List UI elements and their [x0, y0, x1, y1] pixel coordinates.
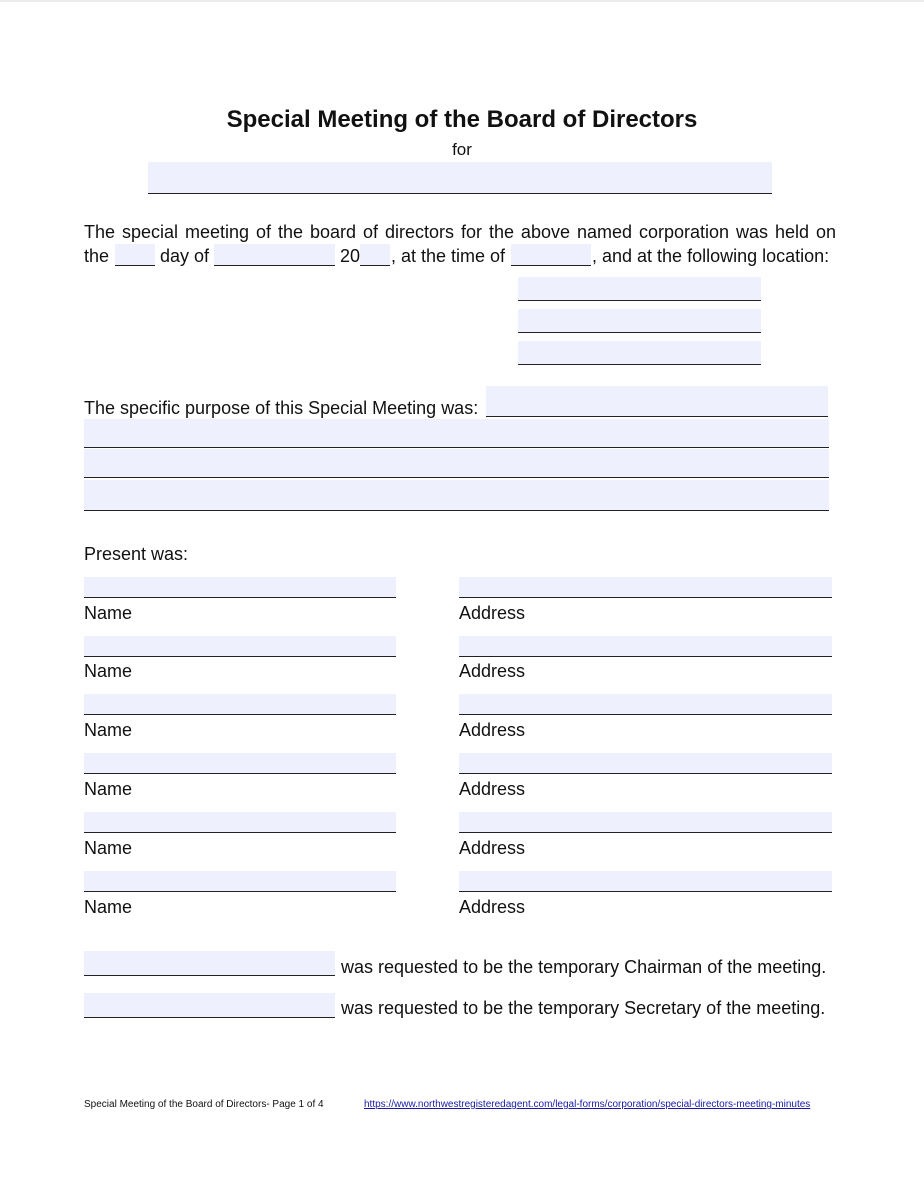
address-label: Address: [459, 897, 526, 917]
purpose-label: The specific purpose of this Special Meeting was:: [84, 398, 479, 418]
name-label: Name: [84, 661, 133, 681]
name-label: Name: [84, 603, 133, 623]
word-location: , and at the following location:: [592, 246, 830, 266]
attendee-name-field-3[interactable]: [84, 694, 396, 715]
attendee-name-field-1[interactable]: [84, 577, 396, 598]
location-field-1[interactable]: [518, 277, 761, 301]
name-label: Name: [84, 897, 133, 917]
attendee-name-field-5[interactable]: [84, 812, 396, 833]
location-field-3[interactable]: [518, 341, 761, 365]
secretary-text: was requested to be the temporary Secretary of the meeting.: [341, 998, 826, 1018]
attendee-address-field-1[interactable]: [459, 577, 832, 598]
footer-page-label: Special Meeting of the Board of Directors- Page 1 of 4: [84, 1099, 324, 1110]
attendee-address-field-3[interactable]: [459, 694, 832, 715]
year-field[interactable]: [360, 244, 390, 266]
attendee-address-field-5[interactable]: [459, 812, 832, 833]
purpose-field-1[interactable]: [486, 386, 828, 417]
address-label: Address: [459, 838, 526, 858]
page-top-border: [0, 0, 924, 2]
word-20: 20: [340, 246, 361, 266]
location-field-2[interactable]: [518, 309, 761, 333]
attendee-address-field-2[interactable]: [459, 636, 832, 657]
purpose-field-3[interactable]: [84, 449, 829, 478]
attendee-address-field-4[interactable]: [459, 753, 832, 774]
word-the: the: [84, 246, 110, 266]
address-label: Address: [459, 603, 526, 623]
attendee-name-field-2[interactable]: [84, 636, 396, 657]
footer-url-link[interactable]: https://www.northwestregisteredagent.com/legal-forms/corporation/special-directors-meeting-minutes: [364, 1099, 811, 1110]
purpose-field-4[interactable]: [84, 480, 829, 511]
address-label: Address: [459, 779, 526, 799]
name-label: Name: [84, 779, 133, 799]
address-label: Address: [459, 661, 526, 681]
secretary-name-field[interactable]: [84, 993, 335, 1018]
corporation-name-field[interactable]: [148, 162, 772, 194]
meeting-intro-text: The special meeting of the board of directors for the above named corporation was held on: [84, 222, 836, 242]
chairman-name-field[interactable]: [84, 951, 335, 976]
attendee-name-field-4[interactable]: [84, 753, 396, 774]
time-field[interactable]: [511, 244, 591, 266]
attendee-name-field-6[interactable]: [84, 871, 396, 892]
name-label: Name: [84, 720, 133, 740]
day-field[interactable]: [115, 244, 155, 266]
address-label: Address: [459, 720, 526, 740]
word-day-of: day of: [160, 246, 210, 266]
document-subtitle: for: [452, 140, 472, 159]
word-time: , at the time of: [391, 246, 506, 266]
name-label: Name: [84, 838, 133, 858]
month-field[interactable]: [214, 244, 335, 266]
present-label: Present was:: [84, 544, 189, 564]
attendee-address-field-6[interactable]: [459, 871, 832, 892]
document-title: Special Meeting of the Board of Directors: [226, 106, 698, 133]
chairman-text: was requested to be the temporary Chairman of the meeting.: [341, 957, 827, 977]
purpose-field-2[interactable]: [84, 419, 829, 448]
